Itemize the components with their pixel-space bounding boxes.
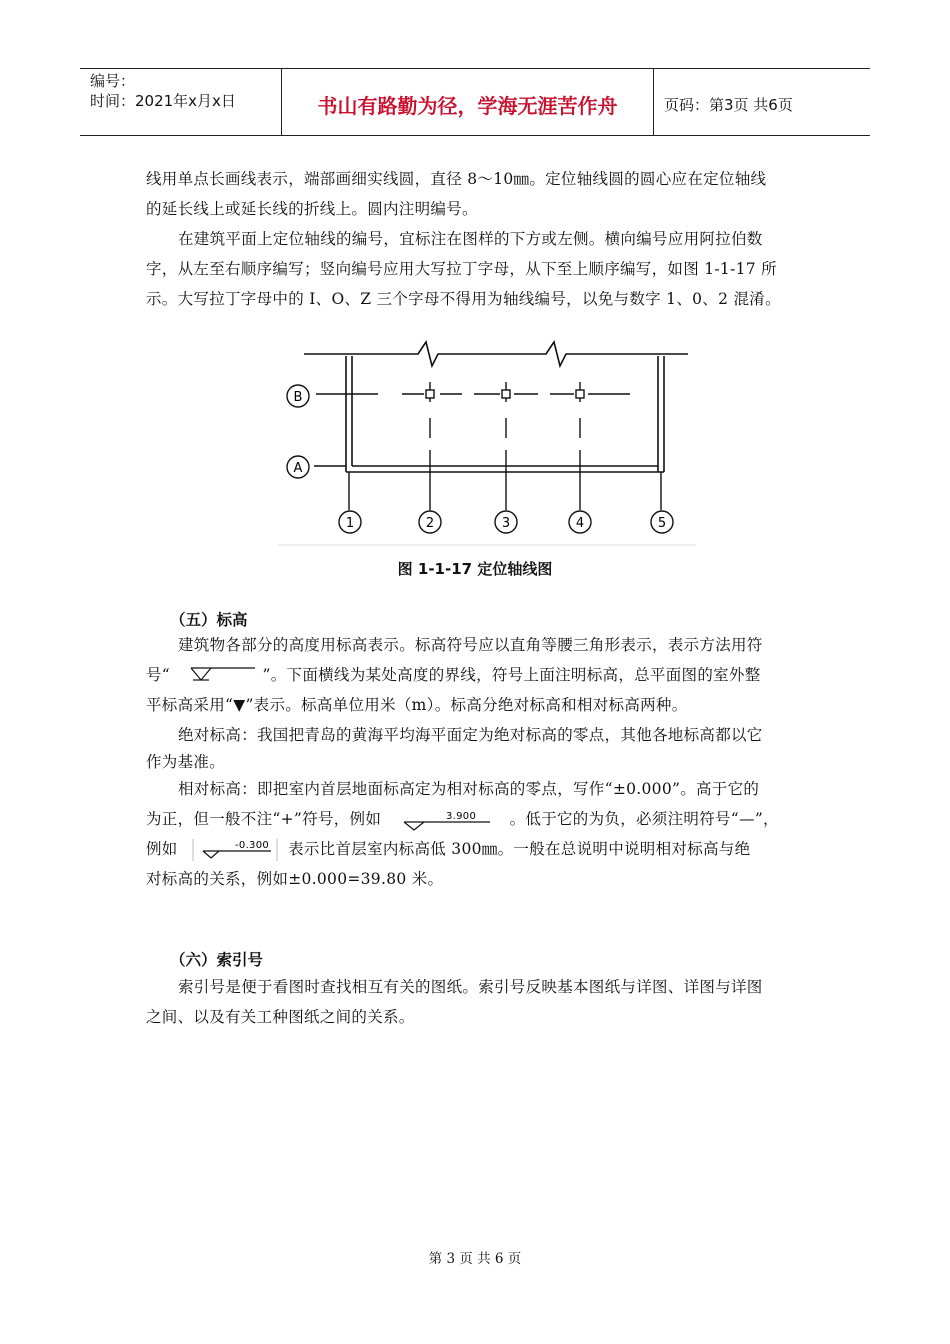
elevation-positive-icon	[400, 808, 500, 832]
section-title-index: （六）索引号	[170, 951, 264, 969]
axis-label-5: 5	[657, 516, 667, 531]
paragraph-axis-numbering: 在建筑平面上定位轴线的编号，宜标注在图样的下方或左侧。横向编号应用阿拉伯数 字，从左至右顺序编写；竖向编号应用大写拉丁字母，从下至上顺序编写，如图 1-1-17 所 示。大写拉丁字母中的 I、O、Z 三个字母不得用为轴线编号，以免与数字 1、0、2 混淆。	[146, 230, 781, 308]
axis-label-b: B	[293, 390, 303, 405]
axis-label-a: A	[293, 461, 303, 476]
svg-text:3.900: 3.900	[446, 811, 477, 822]
axis-label-4: 4	[575, 516, 585, 531]
time-label: 时间：2021年x月x日	[90, 92, 236, 110]
page-footer: 第 3 页 共 6 页	[428, 1251, 522, 1267]
elevation-symbol-icon	[175, 666, 257, 686]
axis-label-1: 1	[345, 516, 355, 531]
axis-figure	[278, 338, 696, 548]
header-page-info: 页码：第3页 共6页	[664, 95, 793, 114]
section-index-body: 索引号是便于看图时查找相互有关的图纸。索引号反映基本图纸与详图、详图与详图 之间、以及有关工种图纸之间的关系。	[146, 978, 763, 1026]
paragraph-axis-line: 线用单点长画线表示，端部画细实线圆，直径 8～10㎜。定位轴线圆的圆心应在定位轴线 的延长线上或延长线的折线上。圆内注明编号。	[146, 170, 767, 218]
header-meta	[80, 69, 282, 135]
page-header	[80, 68, 870, 136]
section-title-elevation: （五）标高	[170, 611, 248, 629]
axis-label-3: 3	[501, 516, 511, 531]
axis-label-2: 2	[425, 516, 435, 531]
number-label: 编号：	[90, 72, 136, 90]
svg-text:-0.300: -0.300	[234, 840, 269, 851]
elevation-negative-icon	[191, 837, 281, 863]
section-elevation-body: 建筑物各部分的高度用标高表示。标高符号应以直角等腰三角形表示，表示方法用符 号“ ”。下面横线为某处高度的界线，符号上面注明标高，总平面图的室外整 平标高采用“▼”表示。标高单位用米（m）。标高分绝对标高和相对标高两种。 绝对标高：我国把青岛的黄海平均海平面定为绝对标高的零点，其他各地标高都以它 作为基准。 相对标高：即把室内首层地面标高定为相对标高的零点，写作“±0.000”。高于它的 为正，但一般不注“+”符号，例如 3.900 。低于它的为负，必须注明符号“—”， 例如 -0.300 表示比首层室内标高低 300㎜。一般在总说明中说明相对标高与绝 对标高的关系，例如±0.000=39.80 米。	[146, 636, 779, 888]
figure-caption: 图 1-1-17 定位轴线图	[397, 560, 553, 578]
header-motto: 书山有路勤为径，学海无涯苦作舟	[282, 69, 654, 135]
